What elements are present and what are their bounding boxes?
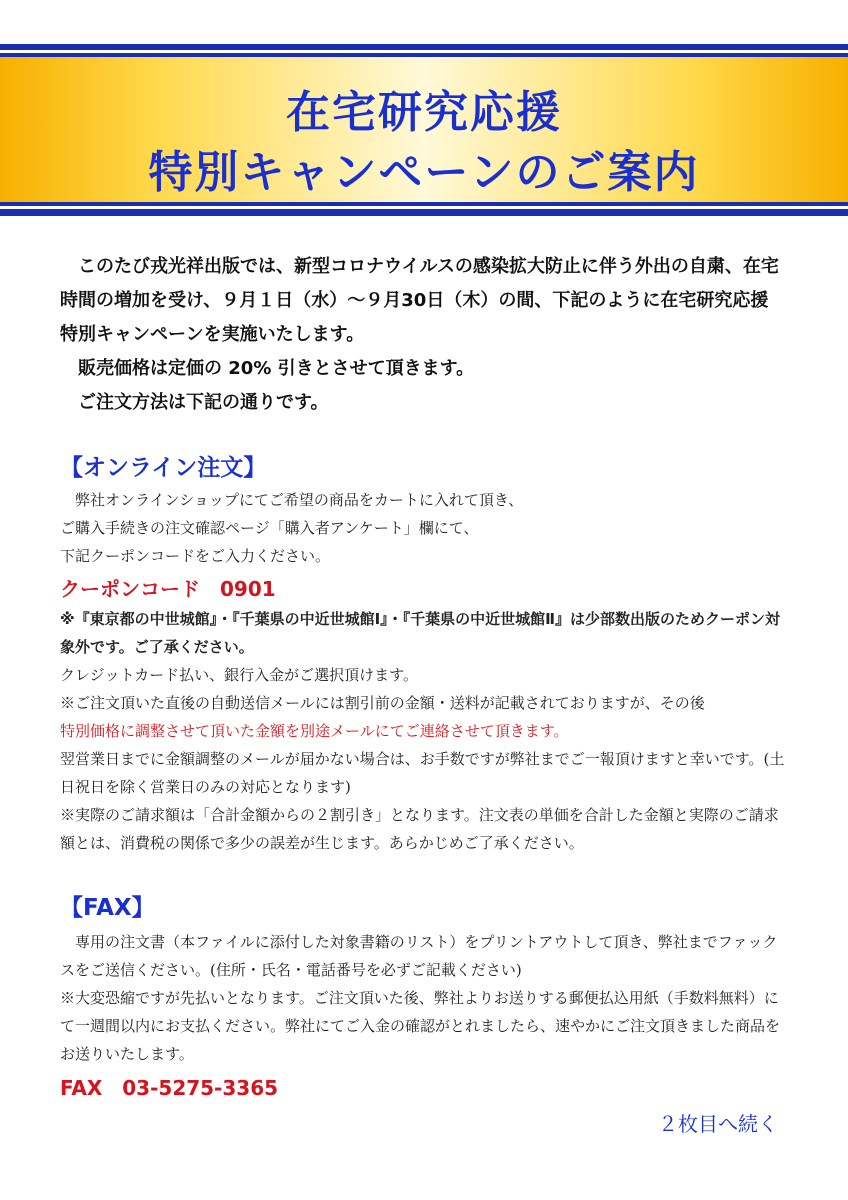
page-subtitle: 特別キャンペーンのご案内: [148, 147, 700, 198]
online-notes: [60, 605, 790, 857]
coupon-exclusion-note: ※『東京都の中世城館』・『千葉県の中近世城館Ⅰ』・『千葉県の中近世城館Ⅱ』は少部数出版のためクーポン対象外です。ご了承ください。: [60, 610, 781, 656]
prepayment-note: ※大変恐縮ですが先払いとなります。ご注文頂いた後、弊社よりお送りする郵便払込用紙（手数料無料）にて一週間以内にお支払ください。弊社にてご入金の確認がとれましたら、速やかにご注文頂きました商品をお送りいたします。: [60, 989, 781, 1063]
intro-section: [60, 250, 780, 420]
auto-mail-note: ※ご注文頂いた直後の自動送信メールには割引前の金額・送料が記載されておりますが、その後: [60, 694, 705, 712]
order-method-paragraph: ご注文方法は下記の通りです。: [78, 392, 329, 413]
coupon-code: クーポンコード 0901: [60, 577, 276, 601]
price-paragraph: 販売価格は定価の 20% 引きとさせて頂きます。: [78, 358, 475, 379]
invoice-note: ※実際のご請求額は「合計金額からの２割引き」となります。注文表の単価を合計した金額と実際のご請求額とは、消費税の関係で多少の誤差が生じます。あらかじめご了承ください。: [60, 806, 779, 852]
fax-line-1: 専用の注文書（本ファイルに添付した対象書籍のリスト）をプリントアウトして頂き、弊社までファックスをご送信ください。(住所・氏名・電話番号を必ずご記載ください): [60, 933, 778, 979]
online-order-heading: 【オンライン注文】: [60, 455, 267, 481]
next-day-note: 翌営業日までに金額調整のメールが届かない場合は、お手数ですが弊社までご一報頂けますと幸いです。(土日祝日を除く営業日のみの対応となります): [60, 750, 785, 796]
online-line-2: ご購入手続きの注文確認ページ「購入者アンケート」欄にて、: [60, 519, 479, 537]
online-instructions: [60, 486, 790, 570]
title-banner: [0, 44, 848, 216]
intro-paragraph: このたび戎光祥出版では、新型コロナウイルスの感染拡大防止に伴う外出の自粛、在宅時間の増加を受け、９月１日（水）～９月30日（木）の間、下記のように在宅研究応援特別キャンペーンを実施いたします。: [60, 256, 779, 345]
fax-instructions: [60, 928, 790, 1068]
fax-order-heading: 【FAX】: [60, 895, 155, 921]
online-line-1: 弊社オンラインショップにてご希望の商品をカートに入れて頂き、: [75, 491, 524, 509]
payment-options: クレジットカード払い、銀行入金がご選択頂けます。: [60, 666, 418, 684]
continue-next-page: ２枚目へ続く: [658, 1112, 778, 1136]
banner-bottom-rule: [0, 202, 848, 216]
page-title: 在宅研究応援: [286, 87, 562, 138]
online-line-3: 下記クーポンコードをご入力ください。: [60, 547, 331, 565]
auto-mail-note-red: 特別価格に調整させて頂いた金額を別途メールにてご連絡させて頂きます。: [60, 722, 569, 740]
fax-number: FAX 03-5275-3365: [60, 1076, 279, 1100]
